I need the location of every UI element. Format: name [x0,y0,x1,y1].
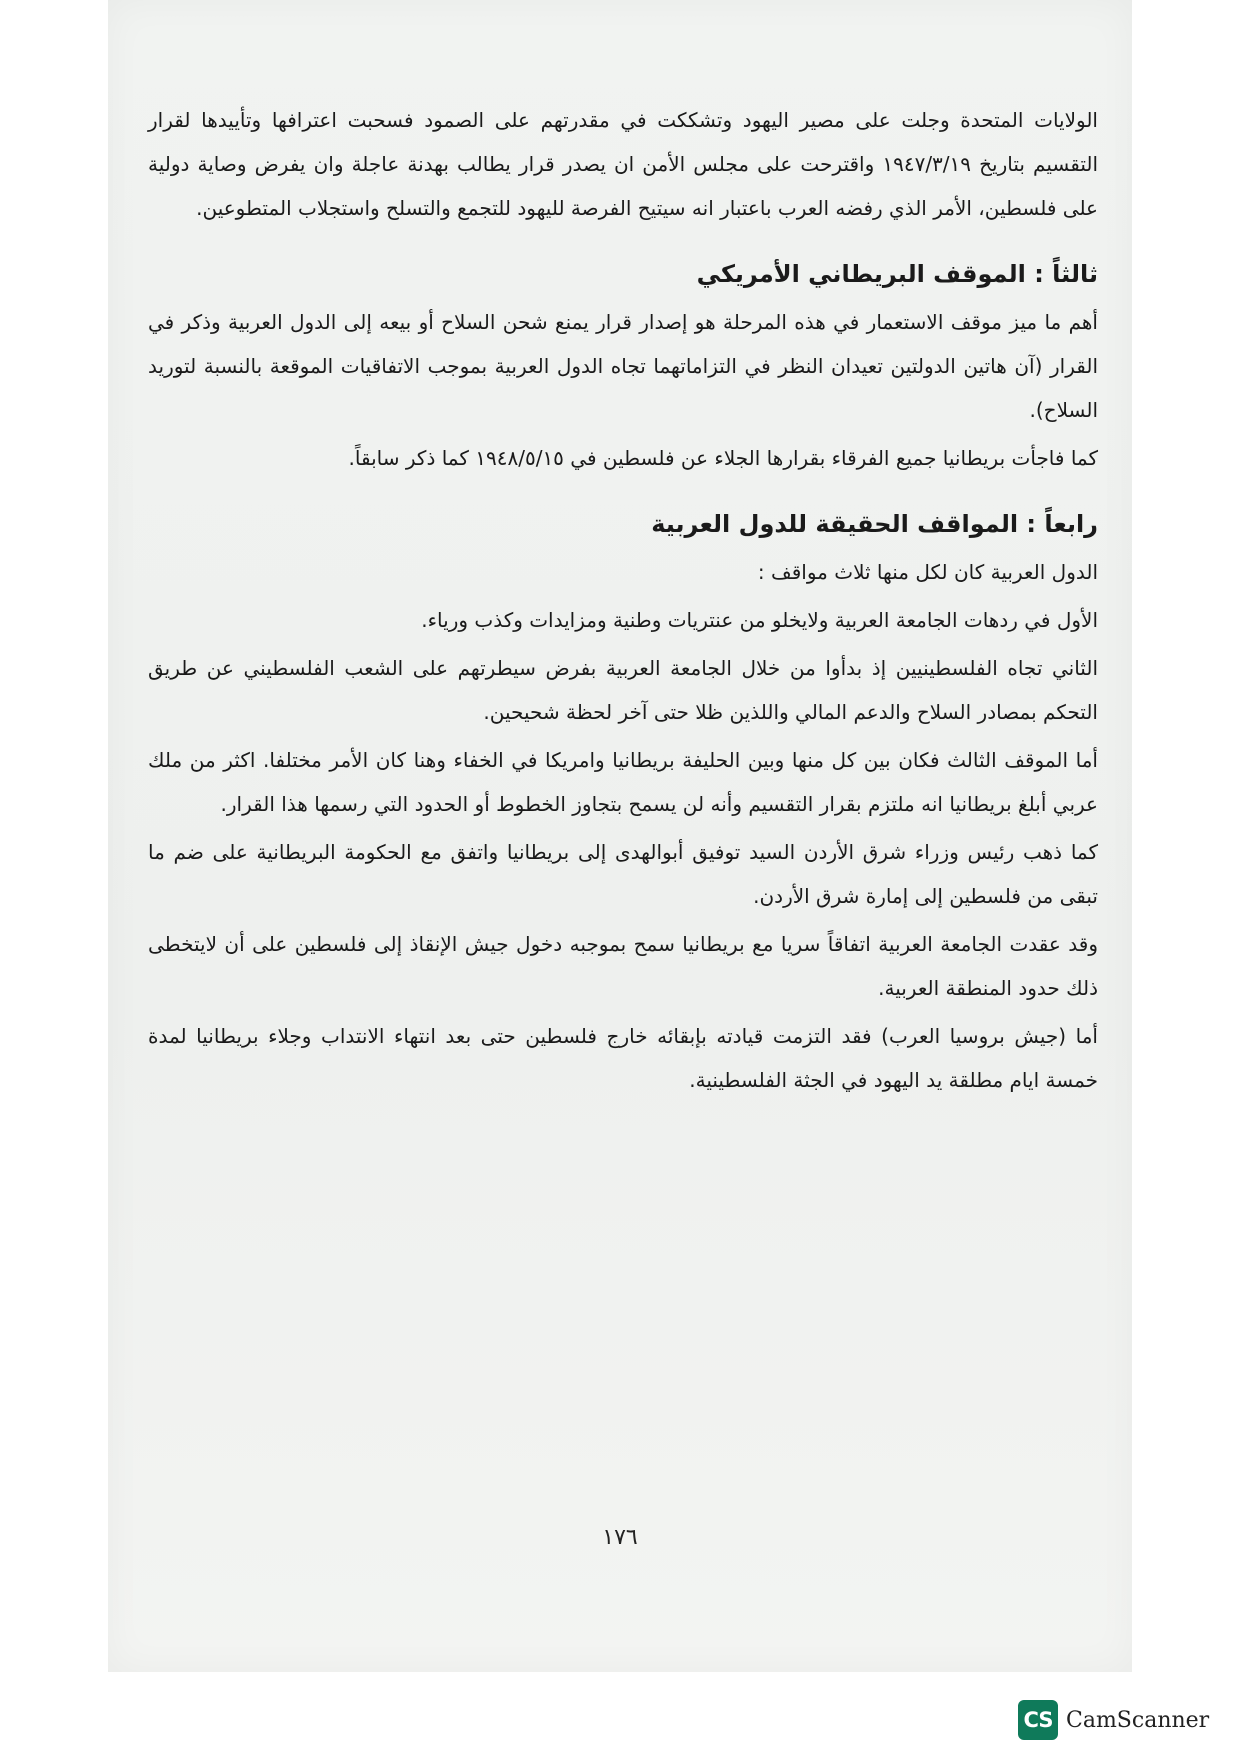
camscanner-label: CamScanner [1066,1707,1210,1733]
paragraph-first-position: الأول في ردهات الجامعة العربية ولايخلو من عنتريات وطنية ومزايدات وكذب ورياء. [421,608,1098,632]
paragraph-arms-embargo: أهم ما ميز موقف الاستعمار في هذه المرحلة هو إصدار قرار يمنع شحن السلاح أو بيعه إلى الدول العربية وذكر في القرار (آن هاتين الدولتين تعيدان النظر في التزاماتهما تجاه الدول العربية بموجب الاتفاقيات الموقعة بالنسبة لتوريد السلاح). [148,310,1098,422]
paragraph-british-withdrawal: كما فاجأت بريطانيا جميع الفرقاء بقرارها الجلاء عن فلسطين في ١٩٤٨/٥/١٥ كما ذكر سابقاً. [348,446,1098,470]
heading-arab-positions: رابعاً : المواقف الحقيقة للدول العربية [651,510,1098,538]
page-number: ١٧٦ [602,1525,638,1550]
paragraph-second-position: الثاني تجاه الفلسطينيين إذ بدأوا من خلال الجامعة العربية بفرض سيطرتهم على الشعب الفلسطيني عن طريق التحكم بمصادر السلاح والدعم المالي واللذين ظلا حتى آخر لحظة شحيحين. [148,656,1098,724]
paragraph-us-position: الولايات المتحدة وجلت على مصير اليهود وتشككت في مقدرتهم على الصمود فسحبت اعترافها وتأييدها لقرار التقسيم بتاريخ ١٩٤٧/٣/١٩ واقترحت على مجلس الأمن ان يصدر قرار يطالب بهدنة عاجلة وان يفرض وصاية دولية على فلسطين، الأمر الذي رفضه العرب باعتبار انه سيتيح الفرصة لليهود للتجمع والتسلح واستجلاب المتطوعين. [148,108,1098,220]
paragraph-jordan-pm: كما ذهب رئيس وزراء شرق الأردن السيد توفيق أبوالهدى إلى بريطانيا واتفق مع الحكومة البريطانية على ضم ما تبقى من فلسطين إلى إمارة شرق الأردن. [148,840,1098,908]
paragraph-third-position: أما الموقف الثالث فكان بين كل منها وبين الحليفة بريطانيا وامريكا في الخفاء وهنا كان الأمر مختلفا. اكثر من ملك عربي أبلغ بريطانيا انه ملتزم بقرار التقسيم وأنه لن يسمح بتجاوز الخطوط أو الحدود التي رسمها هذا القرار. [148,748,1098,816]
paragraph-three-positions: الدول العربية كان لكل منها ثلاث مواقف : [757,560,1098,584]
camscanner-logo-icon: CS [1018,1700,1058,1740]
page-body [148,98,1098,1106]
paragraph-secret-agreement: وقد عقدت الجامعة العربية اتفاقاً سريا مع بريطانيا سمح بموجبه دخول جيش الإنقاذ إلى فلسطين على أن لايتخطى ذلك حدود المنطقة العربية. [148,932,1098,1000]
heading-british-american-position: ثالثاً : الموقف البريطاني الأمريكي [696,260,1098,288]
paragraph-arab-legion: أما (جيش بروسيا العرب) فقد التزمت قيادته بإبقائه خارج فلسطين حتى بعد انتهاء الانتداب وجلاء بريطانيا لمدة خمسة ايام مطلقة يد اليهود في الجثة الفلسطينية. [148,1024,1098,1092]
camscanner-watermark [1018,1700,1209,1740]
